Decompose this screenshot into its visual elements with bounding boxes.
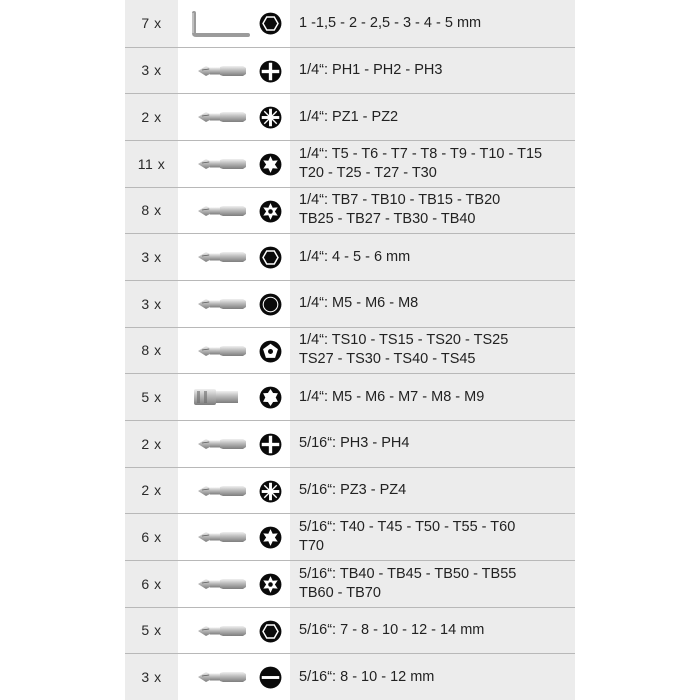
pentalobe-tamper-tip-icon	[258, 339, 283, 364]
description-line: 1/4“: 4 - 5 - 6 mm	[299, 248, 411, 265]
phillips-tip-icon	[258, 59, 283, 84]
description-line: 5/16“: PZ3 - PZ4	[299, 481, 407, 498]
size-description	[290, 141, 575, 187]
table-row	[125, 513, 575, 560]
quantity-cell: 5 x	[125, 374, 178, 420]
table-row	[125, 467, 575, 514]
hex-tip-icon	[258, 619, 283, 644]
bit-icon	[190, 243, 252, 271]
tool-image-cell	[178, 514, 290, 560]
quantity-cell: 11 x	[125, 141, 178, 187]
quantity-cell: 3 x	[125, 654, 178, 700]
description-line: 1 -1,5 - 2 - 2,5 - 3 - 4 - 5 mm	[299, 14, 482, 31]
quantity-cell: 6 x	[125, 561, 178, 607]
table-row	[125, 327, 575, 374]
description-line: 1/4“: T5 - T6 - T7 - T8 - T9 - T10 - T15	[299, 145, 543, 162]
table-row	[125, 653, 575, 700]
description-line: TB60 - TB70	[299, 584, 381, 601]
tool-image-cell	[178, 374, 290, 420]
bit-icon	[190, 477, 252, 505]
table-row	[125, 47, 575, 94]
hex-tip-icon	[258, 11, 283, 36]
description-line: 5/16“: 8 - 10 - 12 mm	[299, 668, 435, 685]
table-row	[125, 280, 575, 327]
quantity-cell: 3 x	[125, 281, 178, 327]
size-description	[290, 48, 575, 94]
quantity-cell: 8 x	[125, 188, 178, 234]
torx-tamper-tip-icon	[258, 199, 283, 224]
bit-icon	[190, 290, 252, 318]
description-line: 5/16“: 7 - 8 - 10 - 12 - 14 mm	[299, 621, 485, 638]
hex-tip-icon	[258, 245, 283, 270]
table-row	[125, 140, 575, 187]
quantity-cell: 7 x	[125, 0, 178, 47]
description-line: 1/4“: TS10 - TS15 - TS20 - TS25	[299, 332, 509, 349]
description-line: TB25 - TB27 - TB30 - TB40	[299, 211, 476, 228]
tool-image-cell	[178, 94, 290, 140]
tool-image-cell	[178, 141, 290, 187]
description-line: 5/16“: PH3 - PH4	[299, 435, 410, 452]
size-description	[290, 654, 575, 700]
description-line: T70	[299, 538, 324, 555]
table-row	[125, 373, 575, 420]
quantity-cell: 2 x	[125, 421, 178, 467]
bit-icon	[190, 430, 252, 458]
description-line: 5/16“: T40 - T45 - T50 - T55 - T60	[299, 519, 516, 536]
description-line: 1/4“: M5 - M6 - M8	[299, 295, 419, 312]
size-description	[290, 608, 575, 654]
spline-bit-icon	[190, 383, 252, 411]
table-row	[125, 0, 575, 47]
table-row	[125, 607, 575, 654]
quantity-cell: 6 x	[125, 514, 178, 560]
tool-image-cell	[178, 48, 290, 94]
size-description	[290, 421, 575, 467]
size-description	[290, 468, 575, 514]
table-row	[125, 93, 575, 140]
description-line: 5/16“: TB40 - TB45 - TB50 - TB55	[299, 565, 517, 582]
quantity-cell: 2 x	[125, 94, 178, 140]
torx-tip-icon	[258, 525, 283, 550]
tool-image-cell	[178, 328, 290, 374]
bit-icon	[190, 103, 252, 131]
tool-image-cell	[178, 654, 290, 700]
description-line: 1/4“: PZ1 - PZ2	[299, 108, 399, 125]
size-description	[290, 561, 575, 607]
size-description	[290, 514, 575, 560]
phillips-tip-icon	[258, 432, 283, 457]
size-description	[290, 328, 575, 374]
bit-icon	[190, 570, 252, 598]
table-row	[125, 233, 575, 280]
slotted-tip-icon	[258, 665, 283, 690]
bit-icon	[190, 197, 252, 225]
spline-tip-icon	[258, 385, 283, 410]
tool-image-cell	[178, 281, 290, 327]
bit-icon	[190, 523, 252, 551]
size-description	[290, 188, 575, 234]
torx-tip-icon	[258, 152, 283, 177]
torx-tamper-tip-icon	[258, 572, 283, 597]
pozidriv-tip-icon	[258, 479, 283, 504]
size-description	[290, 234, 575, 280]
description-line: 1/4“: M5 - M6 - M7 - M8 - M9	[299, 388, 485, 405]
hex-key-icon	[190, 9, 252, 37]
description-line: T20 - T25 - T27 - T30	[299, 164, 437, 181]
description-line: 1/4“: PH1 - PH2 - PH3	[299, 61, 443, 78]
tool-image-cell	[178, 468, 290, 514]
tool-image-cell	[178, 608, 290, 654]
quantity-cell: 3 x	[125, 234, 178, 280]
bit-icon	[190, 150, 252, 178]
pozidriv-tip-icon	[258, 105, 283, 130]
tool-image-cell	[178, 0, 290, 47]
tool-image-cell	[178, 234, 290, 280]
tool-image-cell	[178, 188, 290, 234]
quantity-cell: 3 x	[125, 48, 178, 94]
table-row	[125, 187, 575, 234]
bit-icon	[190, 337, 252, 365]
quantity-cell: 8 x	[125, 328, 178, 374]
size-description	[290, 94, 575, 140]
quantity-cell: 5 x	[125, 608, 178, 654]
description-line: 1/4“: TB7 - TB10 - TB15 - TB20	[299, 192, 501, 209]
bit-icon	[190, 617, 252, 645]
bit-icon	[190, 57, 252, 85]
table-row	[125, 560, 575, 607]
multitooth-tip-icon	[258, 292, 283, 317]
size-description	[290, 281, 575, 327]
tool-image-cell	[178, 561, 290, 607]
size-description	[290, 0, 575, 47]
description-line: TS27 - TS30 - TS40 - TS45	[299, 351, 476, 368]
size-description	[290, 374, 575, 420]
bit-set-table	[125, 0, 575, 700]
quantity-cell: 2 x	[125, 468, 178, 514]
bit-icon	[190, 663, 252, 691]
table-row	[125, 420, 575, 467]
tool-image-cell	[178, 421, 290, 467]
